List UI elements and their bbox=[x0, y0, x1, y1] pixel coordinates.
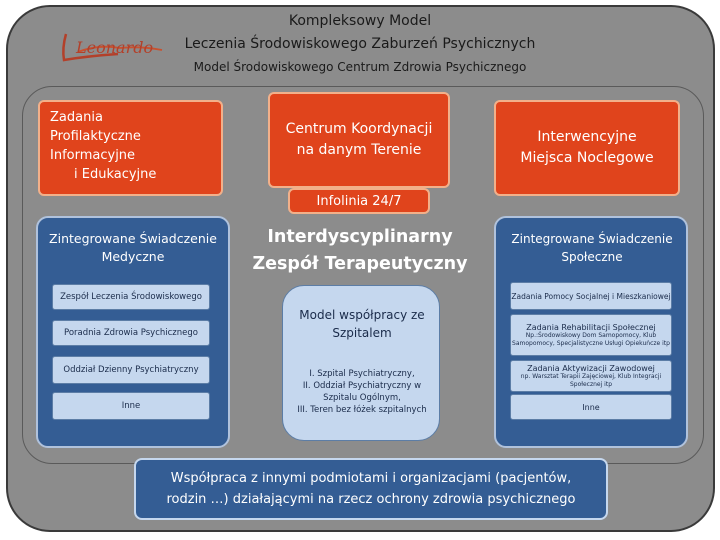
medical-services-title: Zintegrowane Świadczenie Medyczne bbox=[49, 231, 217, 264]
social-item-rehabilitation-sub: Np.:Środowiskowy Dom Samopomocy, Klub Samopomocy, Specjalistyczne Usługi Opiekuńcze itp bbox=[512, 331, 670, 347]
intervention-shelter-label: Interwencyjne Miejsca Noclegowe bbox=[520, 129, 654, 166]
hospital-model-item-3: III. Teren bez łóżek szpitalnych bbox=[297, 405, 427, 415]
hospital-model-item-1: I. Szpital Psychiatryczny, bbox=[309, 369, 415, 379]
prevention-line-1: Zadania bbox=[50, 110, 103, 125]
social-item-rehabilitation-title: Zadania Rehabilitacji Społecznej bbox=[526, 322, 656, 332]
team-title: Interdyscyplinarny Zespół Terapeutyczny bbox=[252, 227, 468, 274]
hospital-model-item-2: II. Oddział Psychiatryczny w Szpitalu Ogólnym, bbox=[302, 381, 422, 403]
cooperation-footer-box bbox=[134, 458, 608, 520]
prevention-line-4: i Edukacyjne bbox=[74, 167, 157, 182]
prevention-line-3: Informacyjne bbox=[50, 148, 136, 163]
social-item-employment-title: Zadania Aktywizacji Zawodowej bbox=[527, 363, 655, 373]
coordination-center-box bbox=[268, 92, 450, 188]
header-subtitle: Model Środowiskowego Centrum Zdrowia Psychicznego bbox=[193, 60, 527, 74]
header-title-line2: Leczenia Środowiskowego Zaburzeń Psychicznych bbox=[184, 36, 536, 52]
social-item-employment-sub: np. Warsztat Terapii Zajęciowej, Klub Integracji Społecznej itp bbox=[520, 372, 662, 388]
social-item-other: Inne bbox=[510, 394, 672, 420]
intervention-shelter-box bbox=[494, 100, 680, 196]
footer-line-1: Współpraca z innymi podmiotami i organizacjami (pacjentów, bbox=[170, 471, 572, 486]
social-item-rehabilitation bbox=[510, 314, 672, 356]
logo-text: Leonardo bbox=[76, 38, 154, 57]
header-title-line1: Kompleksowy Model bbox=[288, 13, 432, 29]
medical-item-other: Inne bbox=[52, 392, 210, 420]
hospital-cooperation-box bbox=[282, 285, 440, 441]
hotline-box bbox=[288, 188, 430, 214]
medical-item-community-team: Zespół Leczenia Środowiskowego bbox=[52, 284, 210, 310]
hospital-model-items bbox=[287, 368, 437, 416]
medical-item-day-ward: Oddział Dzienny Psychiatryczny bbox=[52, 356, 210, 384]
footer-line-2: rodzin …) działającymi na rzecz ochrony zdrowia psychicznego bbox=[166, 492, 576, 507]
prevention-line-2: Profilaktyczne bbox=[50, 129, 141, 144]
social-item-housing-title: Zadania Pomocy Socjalnej i Mieszkaniowej bbox=[511, 291, 671, 301]
hotline-label: Infolinia 24/7 bbox=[316, 193, 402, 209]
coordination-center-label: Centrum Koordynacji na danym Terenie bbox=[285, 121, 433, 158]
medical-item-clinic: Poradnia Zdrowia Psychicznego bbox=[52, 320, 210, 346]
hospital-model-title: Model współpracy ze Szpitalem bbox=[299, 308, 425, 340]
prevention-tasks-box bbox=[38, 100, 223, 196]
social-services-title: Zintegrowane Świadczenie Społeczne bbox=[511, 232, 673, 264]
social-item-employment bbox=[510, 360, 672, 392]
social-item-housing bbox=[510, 282, 672, 310]
